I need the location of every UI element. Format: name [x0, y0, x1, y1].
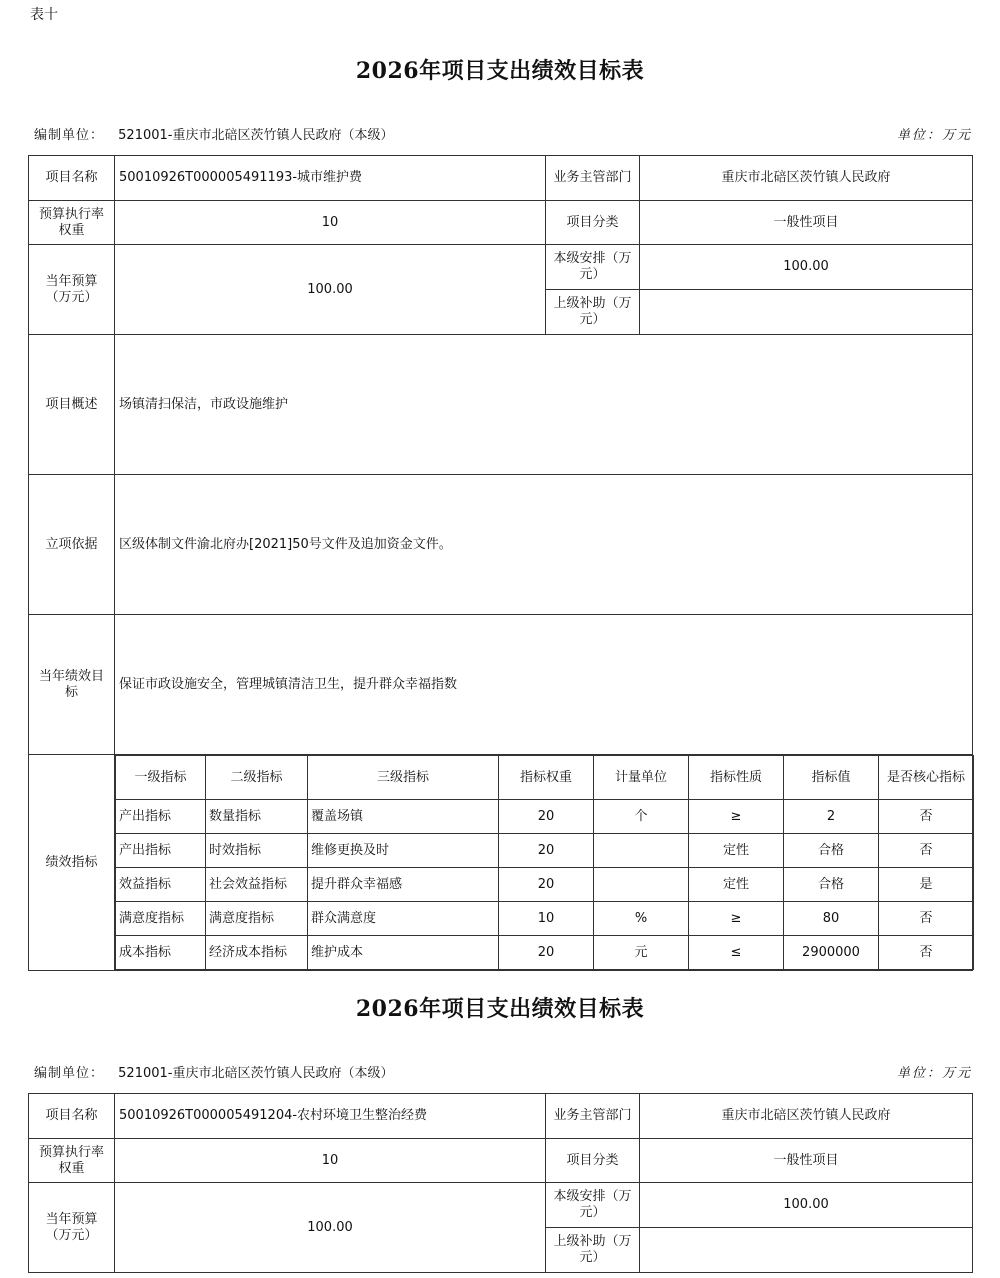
header-level2: 二级指标: [206, 756, 308, 800]
level3-cell: 提升群众幸福感: [308, 868, 499, 902]
row-exec-weight: [29, 1139, 973, 1183]
value-cell: 合格: [784, 834, 879, 868]
nature-cell: 定性: [689, 834, 784, 868]
level1-cell: 产出指标: [116, 834, 206, 868]
compiling-unit-label: 编制单位：: [34, 1066, 105, 1081]
exec-weight-value: 10: [115, 201, 546, 245]
row-budget-local: [29, 1183, 973, 1228]
subsidy-value: [640, 290, 973, 335]
local-arrangement-value: 100.00: [640, 245, 973, 290]
nature-cell: ≤: [689, 936, 784, 970]
overview-label: 项目概述: [29, 335, 115, 475]
project-name-label: 项目名称: [29, 156, 115, 201]
weight-cell: 20: [499, 800, 594, 834]
header-nature: 指标性质: [689, 756, 784, 800]
overview-value: 场镇清扫保洁，市政设施维护: [115, 335, 973, 475]
row-project-name: [29, 156, 973, 201]
exec-weight-label: 预算执行率权重: [29, 201, 115, 245]
row-exec-weight: [29, 201, 973, 245]
header-core: 是否核心指标: [879, 756, 974, 800]
weight-cell: 20: [499, 834, 594, 868]
perf-header-row: [116, 756, 974, 800]
goal-label: 当年绩效目标: [29, 615, 115, 755]
unit-cell: 元: [594, 936, 689, 970]
row-overview: [29, 335, 973, 475]
compiling-unit-label: 编制单位：: [34, 128, 105, 143]
level2-cell: 时效指标: [206, 834, 308, 868]
budget-value: 100.00: [115, 245, 546, 335]
row-performance: [29, 755, 973, 971]
budget-label: 当年预算（万元）: [29, 1183, 115, 1273]
weight-cell: 20: [499, 936, 594, 970]
level3-cell: 维修更换及时: [308, 834, 499, 868]
budget-label: 当年预算（万元）: [29, 245, 115, 335]
level1-cell: 成本指标: [116, 936, 206, 970]
level3-cell: 维护成本: [308, 936, 499, 970]
local-arrangement-value: 100.00: [640, 1183, 973, 1228]
local-arrangement-label: 本级安排（万元）: [546, 245, 640, 290]
dept-label: 业务主管部门: [546, 1094, 640, 1139]
perf-row: [116, 800, 974, 834]
category-label: 项目分类: [546, 1139, 640, 1183]
value-cell: 合格: [784, 868, 879, 902]
value-cell: 2: [784, 800, 879, 834]
core-cell: 否: [879, 800, 974, 834]
level1-cell: 产出指标: [116, 800, 206, 834]
header-unit: 计量单位: [594, 756, 689, 800]
perf-row: [116, 834, 974, 868]
row-goal: [29, 615, 973, 755]
project-table-1: [28, 155, 973, 971]
table-title: 2026年项目支出绩效目标表: [355, 58, 645, 84]
unit-cell: [594, 834, 689, 868]
currency-unit-note: 单位：万元: [896, 128, 972, 143]
project-table-2: [28, 1093, 973, 1273]
weight-cell: 10: [499, 902, 594, 936]
row-budget-local: [29, 245, 973, 290]
level2-cell: 经济成本指标: [206, 936, 308, 970]
level2-cell: 满意度指标: [206, 902, 308, 936]
goal-value: 保证市政设施安全，管理城镇清洁卫生，提升群众幸福指数: [115, 615, 973, 755]
level2-cell: 社会效益指标: [206, 868, 308, 902]
currency-unit-note: 单位：万元: [896, 1066, 972, 1081]
core-cell: 是: [879, 868, 974, 902]
level1-cell: 满意度指标: [116, 902, 206, 936]
project-name-label: 项目名称: [29, 1094, 115, 1139]
subsidy-label: 上级补助（万元）: [546, 1228, 640, 1273]
header-level1: 一级指标: [116, 756, 206, 800]
value-cell: 80: [784, 902, 879, 936]
performance-cell: [115, 755, 973, 971]
table-title: 2026年项目支出绩效目标表: [355, 996, 645, 1022]
core-cell: 否: [879, 834, 974, 868]
level3-cell: 群众满意度: [308, 902, 499, 936]
header-level3: 三级指标: [308, 756, 499, 800]
unit-cell: %: [594, 902, 689, 936]
basis-value: 区级体制文件渝北府办[2021]50号文件及追加资金文件。: [115, 475, 973, 615]
compiling-unit-value: 521001-重庆市北碚区茨竹镇人民政府（本级）: [118, 1066, 394, 1081]
nature-cell: ≥: [689, 800, 784, 834]
unit-line: [34, 124, 972, 143]
unit-line: [34, 1062, 972, 1081]
perf-row: [116, 868, 974, 902]
dept-label: 业务主管部门: [546, 156, 640, 201]
nature-cell: 定性: [689, 868, 784, 902]
basis-label: 立项依据: [29, 475, 115, 615]
header-value: 指标值: [784, 756, 879, 800]
nature-cell: ≥: [689, 902, 784, 936]
perf-row: [116, 902, 974, 936]
local-arrangement-label: 本级安排（万元）: [546, 1183, 640, 1228]
weight-cell: 20: [499, 868, 594, 902]
table-number-label: 表十: [30, 7, 58, 23]
exec-weight-label: 预算执行率权重: [29, 1139, 115, 1183]
project-name-value: 50010926T000005491193-城市维护费: [115, 156, 546, 201]
unit-cell: 个: [594, 800, 689, 834]
unit-cell: [594, 868, 689, 902]
header-weight: 指标权重: [499, 756, 594, 800]
perf-row: [116, 936, 974, 970]
compiling-unit-value: 521001-重庆市北碚区茨竹镇人民政府（本级）: [118, 128, 394, 143]
exec-weight-value: 10: [115, 1139, 546, 1183]
performance-indicator-table: [115, 755, 974, 970]
project-name-value: 50010926T000005491204-农村环境卫生整治经费: [115, 1094, 546, 1139]
performance-label: 绩效指标: [29, 755, 115, 971]
category-value: 一般性项目: [640, 1139, 973, 1183]
row-basis: [29, 475, 973, 615]
level1-cell: 效益指标: [116, 868, 206, 902]
core-cell: 否: [879, 902, 974, 936]
value-cell: 2900000: [784, 936, 879, 970]
category-label: 项目分类: [546, 201, 640, 245]
budget-value: 100.00: [115, 1183, 546, 1273]
row-project-name: [29, 1094, 973, 1139]
dept-value: 重庆市北碚区茨竹镇人民政府: [640, 1094, 973, 1139]
subsidy-label: 上级补助（万元）: [546, 290, 640, 335]
level3-cell: 覆盖场镇: [308, 800, 499, 834]
category-value: 一般性项目: [640, 201, 973, 245]
dept-value: 重庆市北碚区茨竹镇人民政府: [640, 156, 973, 201]
subsidy-value: [640, 1228, 973, 1273]
compiling-unit: [34, 1062, 393, 1081]
core-cell: 否: [879, 936, 974, 970]
level2-cell: 数量指标: [206, 800, 308, 834]
compiling-unit: [34, 124, 393, 143]
